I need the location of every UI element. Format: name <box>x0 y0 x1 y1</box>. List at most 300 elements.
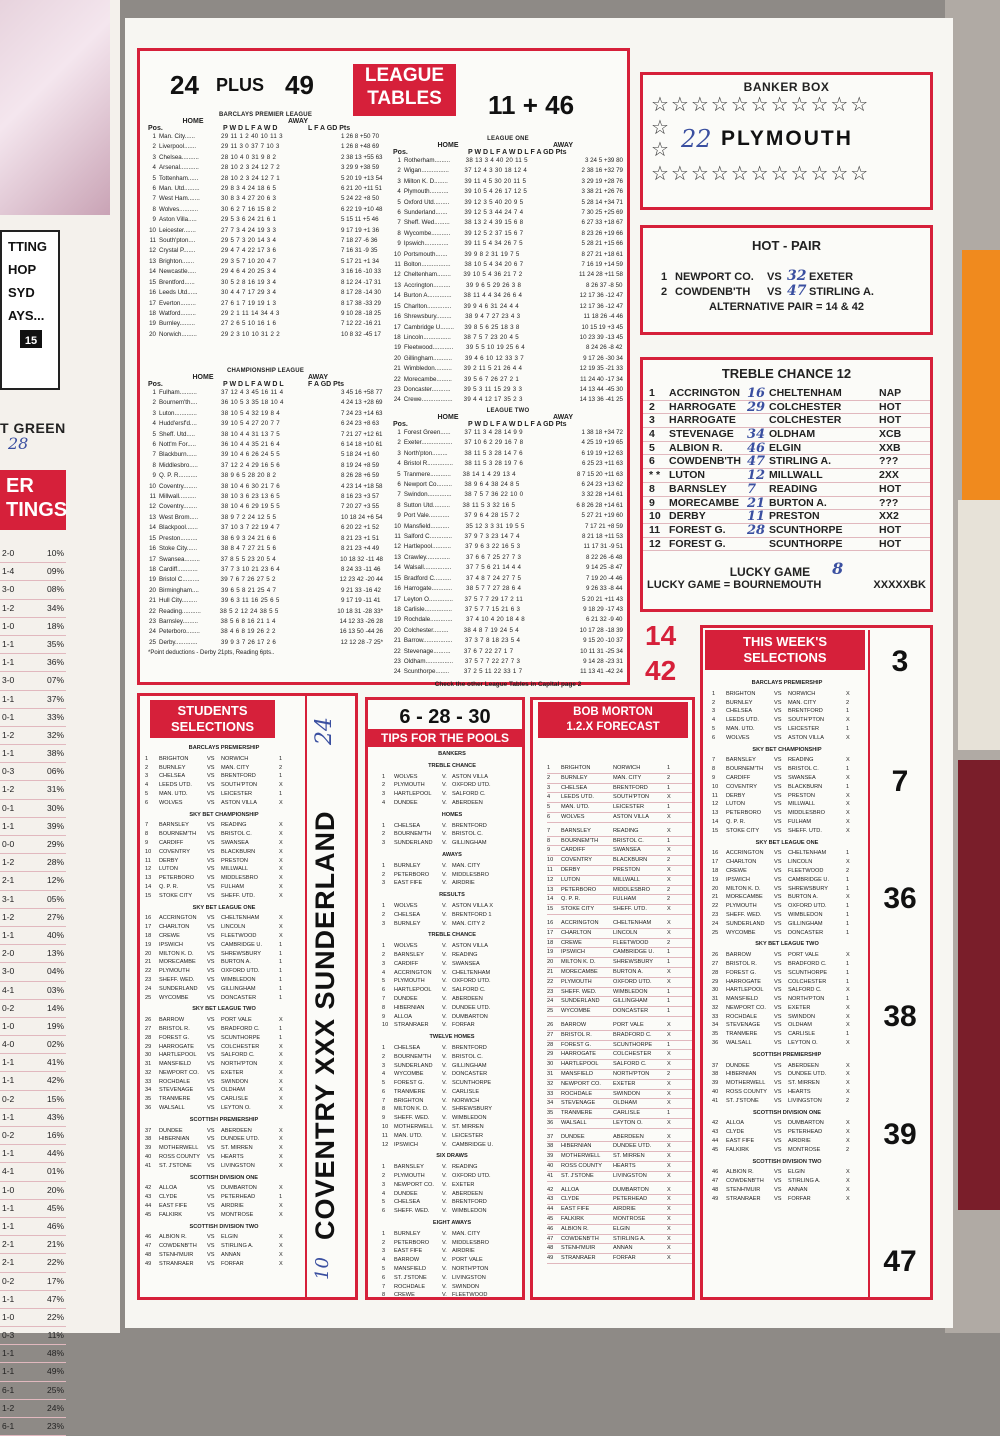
selection-away: CARLISLE <box>788 1031 816 1038</box>
table-row <box>393 667 623 677</box>
selection-home: ACCRINGTON <box>726 850 764 857</box>
forecast-home: DUNDEE <box>561 1133 585 1140</box>
selection-vs: VS <box>207 1145 215 1152</box>
forecast-result: 2 <box>667 774 671 781</box>
tips-v: V. <box>442 1208 447 1215</box>
big-number-6: 47 <box>883 1245 917 1278</box>
forecast-home: FOREST G. <box>561 1041 592 1048</box>
forecast-away: OXFORD UTD. <box>613 978 652 985</box>
selection-away: DUMBARTON <box>788 1120 824 1127</box>
forecast-home: FALKIRK <box>561 1216 585 1223</box>
table-pos: 6 <box>152 185 156 193</box>
selection-result: 1 <box>279 755 283 762</box>
selection-result: X <box>279 1234 283 1241</box>
forecast-row <box>547 948 692 958</box>
section-title: BARCLAYS PREMIERSHIP <box>751 680 823 686</box>
selection-away: FLEETWOOD <box>221 932 257 939</box>
table-away-stats: 12 23 42 -20 44 <box>339 576 383 584</box>
table-row <box>393 647 623 657</box>
selection-away: SALFORD C. <box>221 1052 255 1059</box>
students-title-line2: SELECTIONS <box>170 719 255 734</box>
table-pos: 12 <box>149 503 156 511</box>
selection-vs: VS <box>774 699 782 706</box>
table-home-stats: 28 10 2 3 24 12 7 1 <box>221 174 281 182</box>
championship-pos-label: Pos. <box>148 381 163 388</box>
table-away-stats: 9 17 19 -11 41 <box>341 597 381 605</box>
selection-vs: VS <box>207 1025 215 1032</box>
odds-score: 1-1 <box>2 1202 15 1213</box>
selection-result: X <box>846 1004 850 1011</box>
table-pos: 13 <box>149 257 156 265</box>
forecast-num: 25 <box>547 1008 554 1015</box>
selection-row <box>712 716 862 725</box>
league-two-pos-label: Pos. <box>393 421 408 428</box>
tips-v: V. <box>442 960 447 967</box>
selection-result: 1 <box>279 994 283 1001</box>
table-pos: 14 <box>394 564 401 572</box>
odds-row <box>0 1327 66 1345</box>
table-row <box>148 575 383 585</box>
table-home-stats: 38 9 7 2 24 12 5 5 <box>221 513 277 521</box>
forecast-result: X <box>667 1245 671 1252</box>
selection-away: CHELTENHAM <box>221 915 260 922</box>
tips-home: PLYMOUTH <box>394 1173 425 1180</box>
selection-vs: VS <box>774 1129 782 1136</box>
selection-vs: VS <box>774 1040 782 1047</box>
tips-away: OXFORD UTD. <box>452 782 491 789</box>
tips-home: BRIGHTON <box>394 1097 424 1104</box>
selection-row <box>712 725 862 734</box>
selection-away: OLDHAM <box>221 1087 245 1094</box>
selection-row <box>145 1242 303 1251</box>
odds-pct: 41% <box>46 1057 64 1068</box>
table-away-stats: 9 14 28 -23 31 <box>583 657 623 665</box>
table-team: Hartlepool........... <box>403 543 452 551</box>
selection-away: LEICESTER <box>788 725 820 732</box>
selection-result: X <box>279 1087 283 1094</box>
table-home-stats: 39 11 4 5 30 20 11 5 <box>464 177 527 185</box>
selection-home: ALLOA <box>726 1120 745 1127</box>
selection-result: 2 <box>846 867 850 874</box>
treble-hand: 47 <box>747 454 766 470</box>
table-away-stats: 6 25 23 +11 63 <box>581 460 623 468</box>
forecast-row <box>547 866 692 876</box>
tips-v: V. <box>442 1132 447 1139</box>
tips-num: 3 <box>382 880 386 887</box>
odds-row <box>0 963 66 981</box>
table-home-stats: 39 10 5 4 36 21 7 2 <box>463 271 523 279</box>
selection-vs: VS <box>207 1105 215 1112</box>
odds-pct: 22% <box>46 1257 64 1268</box>
selection-vs: VS <box>207 1087 215 1094</box>
selection-result: 2 <box>279 764 283 771</box>
table-team: Watford......... <box>159 309 196 317</box>
selection-vs: VS <box>207 1127 215 1134</box>
selection-row <box>712 756 862 765</box>
premier-pos-label: Pos. <box>148 125 163 132</box>
table-home-stats: 39 9 8 2 31 19 7 5 <box>464 250 520 258</box>
table-pos: 18 <box>393 333 401 341</box>
table-pos: 12 <box>393 271 401 279</box>
section-title: SKY BET LEAGUE ONE <box>192 904 256 911</box>
table-away-stats: 1 26 8 +50 70 <box>341 133 380 140</box>
forecast-result: X <box>667 1080 671 1087</box>
odds-pct: 14% <box>46 1002 64 1013</box>
selection-vs: VS <box>207 1096 215 1103</box>
selection-away: NORWICH <box>221 755 249 762</box>
selection-row <box>712 920 862 929</box>
selection-num: 34 <box>712 1022 719 1029</box>
forecast-result: 1 <box>667 998 671 1005</box>
selection-away: SCUNTHORPE <box>788 969 828 976</box>
selection-home: ALBION R. <box>159 1234 187 1241</box>
championship-cols-away: F A GD Pts <box>308 381 345 388</box>
forecast-away: SWINDON <box>613 1090 641 1097</box>
table-row <box>148 132 383 142</box>
table-team: Rotherham......... <box>403 157 451 164</box>
selection-num: 28 <box>145 1034 152 1041</box>
forecast-away: SALFORD C. <box>613 1061 647 1068</box>
selection-row <box>712 951 862 960</box>
table-row <box>148 388 383 398</box>
section-title: SKY BET LEAGUE ONE <box>755 839 819 846</box>
selection-row <box>145 848 303 857</box>
selection-vs: VS <box>207 976 215 983</box>
selection-num: 39 <box>145 1145 152 1152</box>
forecast-row <box>547 919 692 929</box>
table-row <box>148 440 383 450</box>
table-away-stats: 8 12 24 -17 31 <box>341 278 381 286</box>
selection-num: 38 <box>712 1071 719 1078</box>
selection-vs: VS <box>207 1052 215 1059</box>
selection-row <box>145 932 303 941</box>
forecast-num: 21 <box>547 968 554 975</box>
selection-away: ASTON VILLA <box>221 799 257 806</box>
selection-home: BURNLEY <box>726 699 753 706</box>
forecast-num: 29 <box>547 1051 554 1058</box>
table-team: Norwich......... <box>159 330 197 338</box>
selection-vs: VS <box>774 1187 782 1194</box>
league-title-line1: LEAGUE <box>364 65 445 86</box>
table-home-stats: 27 6 1 7 19 19 1 3 <box>221 299 277 307</box>
forecast-home: HARROGATE <box>561 1051 597 1058</box>
table-pos: 4 <box>152 164 156 172</box>
table-home-stats: 37 7 5 6 21 14 4 4 <box>466 564 522 572</box>
table-row <box>393 542 623 552</box>
selection-result: X <box>279 1211 283 1218</box>
table-row <box>148 617 383 627</box>
table-away-stats: 8 17 38 -33 29 <box>341 299 381 307</box>
odds-score: 0-3 <box>2 766 15 777</box>
tips-v: V. <box>442 1004 447 1011</box>
tips-row <box>382 1105 522 1114</box>
forecast-num: 3 <box>547 784 551 791</box>
table-row <box>148 544 383 554</box>
forecast-result: 2 <box>667 857 671 864</box>
forecast-home: CHARLTON <box>561 929 592 936</box>
treble-hand: 21 <box>747 495 766 511</box>
tips-num: 2 <box>382 1053 386 1060</box>
selection-away: LINCOLN <box>221 924 246 931</box>
selection-vs: VS <box>207 1162 215 1169</box>
odds-score: 1-2 <box>2 602 15 613</box>
selection-result: X <box>279 1043 283 1050</box>
table-pos: 20 <box>393 626 401 634</box>
table-row <box>393 177 623 187</box>
table-away-stats: 7 16 31 -9 35 <box>341 247 378 255</box>
tips-away: MIDDLESBRO <box>452 871 489 878</box>
odds-pct: 02% <box>46 1039 64 1050</box>
selection-home: COVENTRY <box>726 783 757 790</box>
selection-vs: VS <box>207 790 215 797</box>
table-team: Newcastle..... <box>159 268 197 276</box>
selection-num: 28 <box>712 969 719 976</box>
tips-home: EAST FIFE <box>394 880 423 887</box>
tips-away: BRENTFORD <box>452 1199 487 1206</box>
table-home-stats: 38 10 4 4 31 13 7 5 <box>221 430 281 438</box>
odds-pct: 21% <box>46 1239 64 1250</box>
tips-row <box>382 822 522 831</box>
forecast-row <box>547 1152 692 1162</box>
selection-vs: VS <box>207 1154 215 1161</box>
forecast-result: X <box>667 1235 671 1242</box>
table-pos: 17 <box>393 323 401 331</box>
tips-row <box>382 1044 522 1053</box>
tips-away: BRENTFORD <box>452 822 487 829</box>
table-home-stats: 39 10 4 6 26 24 5 5 <box>221 451 281 459</box>
selection-away: MIDDLESBRO <box>788 810 825 817</box>
table-team: Ipswich.............. <box>403 240 449 248</box>
section-title: SCOTTISH DIVISION ONE <box>189 1174 259 1181</box>
table-team: Man. Utd......... <box>159 185 200 193</box>
tips-v: V. <box>442 1097 447 1104</box>
section-title: SCOTTISH DIVISION TWO <box>752 1158 822 1165</box>
table-pos: 7 <box>152 451 156 459</box>
tips-home: MOTHERWELL <box>394 1124 434 1131</box>
odds-pct: 42% <box>46 1075 64 1086</box>
selection-home: SUNDERLAND <box>159 985 198 992</box>
premier-cols-home: P W D L F A W D <box>223 125 278 132</box>
selection-result: 2 <box>846 1097 850 1104</box>
treble-away: MILLWALL <box>769 469 823 482</box>
selection-away: PRESTON <box>788 792 815 799</box>
tips-row <box>382 879 522 888</box>
forecast-home: CARDIFF <box>561 847 586 854</box>
forecast-home: TRANMERE <box>561 1110 593 1117</box>
treble-hand: 7 <box>747 481 757 497</box>
selection-num: 2 <box>712 699 716 706</box>
selection-num: 44 <box>145 1203 152 1210</box>
hot-pair-vs: VS <box>767 271 782 283</box>
table-pos: 5 <box>152 430 156 438</box>
table-home-stats: 29 4 7 4 22 17 3 6 <box>221 247 277 255</box>
selection-num: 27 <box>145 1025 152 1032</box>
treble-chance-box <box>640 357 933 612</box>
selection-home: STOKE CITY <box>726 827 760 834</box>
selection-home: NEWPORT CO. <box>726 1004 766 1011</box>
table-team: Birmingham.... <box>159 586 199 594</box>
table-away-stats: 1 26 8 +48 69 <box>341 143 380 151</box>
selection-home: MORECAMBE <box>726 894 763 901</box>
tips-num: 3 <box>382 840 386 847</box>
selection-home: MILTON K. D. <box>159 950 194 957</box>
selection-vs: VS <box>207 1043 215 1050</box>
selection-vs: VS <box>774 1004 782 1011</box>
selection-num: 31 <box>712 996 719 1003</box>
this-week-list <box>712 676 862 1204</box>
selection-num: 6 <box>145 799 149 806</box>
table-home-stats: 38 13 3 4 40 20 11 5 <box>465 157 528 164</box>
tips-v: V. <box>442 1164 447 1171</box>
selection-away: LINCOLN <box>788 859 813 866</box>
table-pos: 3 <box>397 177 401 185</box>
table-away-stats: 12 12 28 -7 25* <box>340 638 383 646</box>
selection-home: STEVENAGE <box>726 1022 761 1029</box>
tips-num: 5 <box>382 1080 386 1087</box>
odds-row <box>0 709 66 727</box>
table-home-stats: 38 5 6 8 16 21 1 4 <box>220 617 276 625</box>
table-team: Hull City......... <box>159 597 198 605</box>
table-row <box>393 626 623 636</box>
odds-pct: 10% <box>46 548 64 558</box>
selection-away: CARLISLE <box>221 1096 249 1103</box>
table-away-stats: 5 24 22 +8 50 <box>341 195 380 203</box>
bob-morton-title <box>538 702 688 738</box>
forecast-away: MILLWALL <box>613 876 641 883</box>
odds-pct: 05% <box>46 893 64 904</box>
forecast-result: X <box>667 1119 671 1126</box>
tips-row <box>382 781 522 790</box>
table-away-stats: 5 20 19 +13 54 <box>341 174 383 182</box>
odds-score: 1-0 <box>2 1184 15 1195</box>
forecast-home: STRANRAER <box>561 1255 596 1262</box>
table-home-stats: 37 9 7 3 23 14 7 4 <box>464 533 520 541</box>
selection-away: MIDDLESBRO <box>221 875 258 882</box>
selection-num: 25 <box>712 929 719 936</box>
table-home-stats: 38 10 5 4 34 20 6 7 <box>464 261 524 269</box>
odds-pct: 09% <box>46 566 64 577</box>
selection-num: 9 <box>712 774 716 781</box>
tips-num: 4 <box>382 1190 386 1197</box>
big-number-column <box>868 630 930 1298</box>
selection-home: BURNLEY <box>159 764 186 771</box>
table-pos: 14 <box>393 292 401 300</box>
forecast-home: ST. J'STONE <box>561 1172 594 1179</box>
treble-tag: HOT <box>879 537 902 550</box>
tips-away: CARLISLE <box>452 1088 480 1095</box>
table-row <box>393 459 623 469</box>
table-team: Scunthorpe........ <box>403 668 450 676</box>
odds-row <box>0 982 66 1000</box>
table-away-stats: 6 24 23 +13 62 <box>581 481 623 489</box>
forecast-home: WOLVES <box>561 813 585 820</box>
odds-row <box>0 727 66 745</box>
selection-num: 37 <box>712 1062 719 1069</box>
forecast-row <box>547 929 692 939</box>
odds-row <box>0 1382 66 1400</box>
odds-row <box>0 1036 66 1054</box>
table-away-stats: 10 18 24 +6 54 <box>341 513 383 521</box>
forecast-away: LEYTON O. <box>613 1119 643 1126</box>
forecast-home: COWDENB'TH <box>561 1235 599 1242</box>
forecast-num: 37 <box>547 1133 554 1140</box>
selection-vs: VS <box>207 875 215 882</box>
selection-vs: VS <box>774 978 782 985</box>
table-pos: 4 <box>397 460 401 468</box>
forecast-away: SHREWSBURY <box>613 959 653 966</box>
selection-away: COLCHESTER <box>788 978 827 985</box>
selection-vs: VS <box>774 827 782 834</box>
selection-num: 8 <box>712 766 716 773</box>
odds-pct: 03% <box>46 984 64 995</box>
table-team: Carlisle................ <box>403 605 453 613</box>
forecast-num: 31 <box>547 1070 554 1077</box>
treble-hand <box>747 538 769 551</box>
tips-row <box>382 1132 522 1141</box>
table-away-stats: 8 24 26 -8 42 <box>586 344 623 352</box>
tips-num: 1 <box>382 902 386 909</box>
selection-vs: VS <box>774 1178 782 1185</box>
selection-row <box>145 1086 303 1095</box>
forecast-home: BOURNEM'TH <box>561 837 599 844</box>
forecast-row <box>547 1090 692 1100</box>
selection-result: X <box>279 1203 283 1210</box>
selection-row <box>712 707 862 716</box>
forecast-row <box>547 784 692 794</box>
tips-away: BRENTFORD 1 <box>452 911 492 918</box>
tips-row <box>382 1190 522 1199</box>
table-row <box>148 309 383 319</box>
selection-num: 39 <box>712 1080 719 1087</box>
tips-group-title: EIGHT AWAYS <box>432 1220 472 1227</box>
selection-vs: VS <box>774 708 782 715</box>
selection-home: WALSALL <box>726 1040 752 1047</box>
treble-tag: ??? <box>879 455 899 468</box>
table-home-stats: 39 5 6 7 26 27 2 1 <box>463 375 520 383</box>
table-pos: 11 <box>149 237 156 245</box>
forecast-home: WYCOMBE <box>561 1008 591 1015</box>
selection-home: BRISTOL R. <box>726 960 757 967</box>
left-red-bar-line2: TINGS <box>6 499 68 521</box>
table-home-stats: 39 6 3 11 16 25 6 5 <box>221 597 280 605</box>
table-team: Man. City...... <box>159 133 195 140</box>
selection-home: FOREST G. <box>726 969 757 976</box>
selection-vs: VS <box>207 1203 215 1210</box>
selection-num: 12 <box>145 866 152 873</box>
hot-pair-away: STIRLING A. <box>809 286 874 298</box>
table-team: Coventry........ <box>159 482 198 490</box>
treble-hand: 28 <box>747 522 766 538</box>
odds-score: 1-1 <box>2 1148 15 1159</box>
selection-num: 46 <box>712 1169 719 1176</box>
tips-row <box>382 871 522 880</box>
tips-num: 1 <box>382 773 386 780</box>
table-pos: 16 <box>394 585 401 593</box>
selection-result: X <box>279 1105 283 1112</box>
table-row <box>148 319 383 329</box>
treble-tag: NAP <box>879 387 902 399</box>
table-team: Salford C............. <box>403 533 452 541</box>
odds-pct: 44% <box>46 1148 64 1159</box>
table-team: Nott'm For..... <box>159 441 196 449</box>
table-away-stats: 4 24 13 +28 69 <box>341 399 383 407</box>
table-home-stats: 37 10 3 7 22 19 4 7 <box>221 524 281 532</box>
table-home-stats: 37 6 7 22 27 1 7 <box>463 647 514 655</box>
table-away-stats: 5 17 21 +1 34 <box>341 257 380 265</box>
forecast-away: ABERDEEN <box>613 1133 644 1140</box>
table-team: Reading........... <box>158 607 201 615</box>
selection-home: ALBION R. <box>726 1169 754 1176</box>
